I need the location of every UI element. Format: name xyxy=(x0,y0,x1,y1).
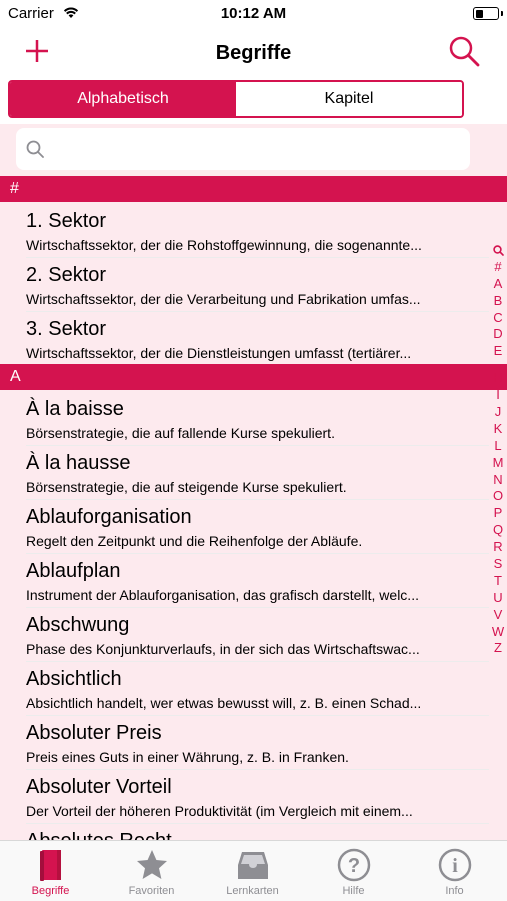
segment-bar xyxy=(0,78,507,124)
index-letter[interactable]: N xyxy=(493,471,503,487)
item-title: Ablauforganisation xyxy=(26,506,192,528)
list-item[interactable] xyxy=(0,716,507,770)
index-letter[interactable]: I xyxy=(496,387,500,403)
inbox-tray-icon xyxy=(235,847,271,883)
item-subtitle: Absichtlich handelt, wer etwas bewusst will, z. B. einen Schad... xyxy=(26,695,422,711)
item-title: Absichtlich xyxy=(26,668,122,690)
carrier-label: Carrier xyxy=(8,5,54,22)
tab-label: Lernkarten xyxy=(226,885,279,897)
index-letter[interactable]: # xyxy=(494,258,502,274)
list-item[interactable] xyxy=(0,608,507,662)
item-title: Absoluter Vorteil xyxy=(26,776,172,798)
index-letter[interactable]: D xyxy=(493,326,503,342)
list-item[interactable] xyxy=(0,500,507,554)
index-letter[interactable]: B xyxy=(493,292,503,308)
item-title: 2. Sektor xyxy=(26,264,107,286)
item-title: 1. Sektor xyxy=(26,210,107,232)
info-circle-icon xyxy=(437,847,473,883)
tab-label: Begriffe xyxy=(31,885,70,897)
segmented-control xyxy=(8,80,464,118)
item-subtitle: Wirtschaftssektor, der die Dienstleistungen umfasst (tertiärer... xyxy=(26,345,412,361)
index-letter[interactable]: E xyxy=(493,343,503,359)
item-title: À la hausse xyxy=(26,452,131,474)
list-item[interactable] xyxy=(0,554,507,608)
segment-alphabetic[interactable]: Alphabetisch xyxy=(10,82,236,116)
page-title: Begriffe xyxy=(215,42,292,64)
item-subtitle: Instrument der Ablauforganisation, das grafisch darstellt, welc... xyxy=(26,587,419,603)
index-letter[interactable]: A xyxy=(493,275,503,291)
section-header-label: A xyxy=(10,368,21,385)
item-title: Ablaufplan xyxy=(26,560,121,582)
item-subtitle: Börsenstrategie, die auf steigende Kurse spekuliert. xyxy=(26,479,347,495)
list-item[interactable] xyxy=(0,204,507,258)
tab-begriffe[interactable] xyxy=(0,841,101,901)
item-title: Abschwung xyxy=(26,614,130,636)
list-item[interactable] xyxy=(0,446,507,500)
magnifier-icon xyxy=(26,140,44,158)
segment-chapter[interactable]: Kapitel xyxy=(236,82,462,116)
list-item[interactable] xyxy=(0,770,507,824)
status-bar xyxy=(0,0,507,28)
index-letter[interactable]: V xyxy=(493,606,503,622)
tab-lernkarten[interactable] xyxy=(202,841,303,901)
list-item[interactable] xyxy=(0,662,507,716)
section-index[interactable] xyxy=(488,242,507,657)
index-letter[interactable]: K xyxy=(493,420,503,436)
index-letter[interactable]: Z xyxy=(494,640,502,656)
index-letter[interactable]: L xyxy=(494,437,502,453)
index-letter[interactable]: Q xyxy=(492,522,504,538)
search-field[interactable] xyxy=(16,128,470,170)
search-input[interactable] xyxy=(50,136,454,164)
search-area xyxy=(0,124,507,176)
clock: 10:12 AM xyxy=(220,5,287,22)
section-header-label: # xyxy=(10,180,19,197)
item-subtitle: Börsenstrategie, die auf fallende Kurse spekuliert. xyxy=(26,425,335,441)
item-title: 3. Sektor xyxy=(26,318,107,340)
item-title: À la baisse xyxy=(26,398,124,420)
help-circle-icon xyxy=(336,847,372,883)
item-subtitle: Wirtschaftssektor, der die Rohstoffgewinnung, die sogenannte... xyxy=(26,237,422,253)
item-subtitle: Wirtschaftssektor, der die Verarbeitung und Fabrikation umfas... xyxy=(26,291,421,307)
item-title: Absoluter Preis xyxy=(26,722,162,744)
battery-icon xyxy=(473,7,499,20)
tab-label: Hilfe xyxy=(342,885,365,897)
svg-text:i: i xyxy=(452,855,458,877)
svg-text:?: ? xyxy=(347,855,361,877)
section-header-a xyxy=(0,364,507,390)
index-letter[interactable]: P xyxy=(493,505,503,521)
search-icon[interactable] xyxy=(447,34,481,68)
index-letter[interactable]: T xyxy=(494,572,502,588)
index-search-icon[interactable] xyxy=(488,242,507,259)
index-letter[interactable]: R xyxy=(493,539,503,555)
index-letter[interactable]: O xyxy=(492,488,504,504)
section-header-hash xyxy=(0,176,507,202)
list-item[interactable] xyxy=(0,392,507,446)
index-letter[interactable]: M xyxy=(492,454,504,470)
index-letter[interactable]: H xyxy=(493,370,503,386)
book-icon xyxy=(33,847,69,883)
index-letter[interactable]: S xyxy=(493,556,503,572)
item-subtitle: Phase des Konjunkturverlaufs, in der sich das Wirtschaftswac... xyxy=(26,641,420,657)
navigation-bar xyxy=(0,28,507,78)
item-subtitle: Preis eines Guts in einer Währung, z. B. in Franken. xyxy=(26,749,349,765)
index-letter[interactable]: J xyxy=(494,404,502,420)
tab-label: Info xyxy=(445,885,464,897)
index-letter[interactable]: W xyxy=(491,623,505,639)
tab-label: Favoriten xyxy=(128,885,175,897)
list-item[interactable] xyxy=(0,309,507,366)
tab-bar xyxy=(0,840,507,901)
item-subtitle: Regelt den Zeitpunkt und die Reihenfolge der Abläufe. xyxy=(26,533,363,549)
index-letter[interactable]: C xyxy=(493,309,503,325)
item-subtitle: Der Vorteil der höheren Produktivität (im Vergleich mit einem... xyxy=(26,803,413,819)
tab-favoriten[interactable] xyxy=(101,841,202,901)
tab-hilfe[interactable] xyxy=(303,841,404,901)
star-icon xyxy=(134,847,170,883)
tab-info[interactable] xyxy=(404,841,505,901)
index-letter[interactable]: U xyxy=(493,589,503,605)
list-item[interactable] xyxy=(0,258,507,312)
